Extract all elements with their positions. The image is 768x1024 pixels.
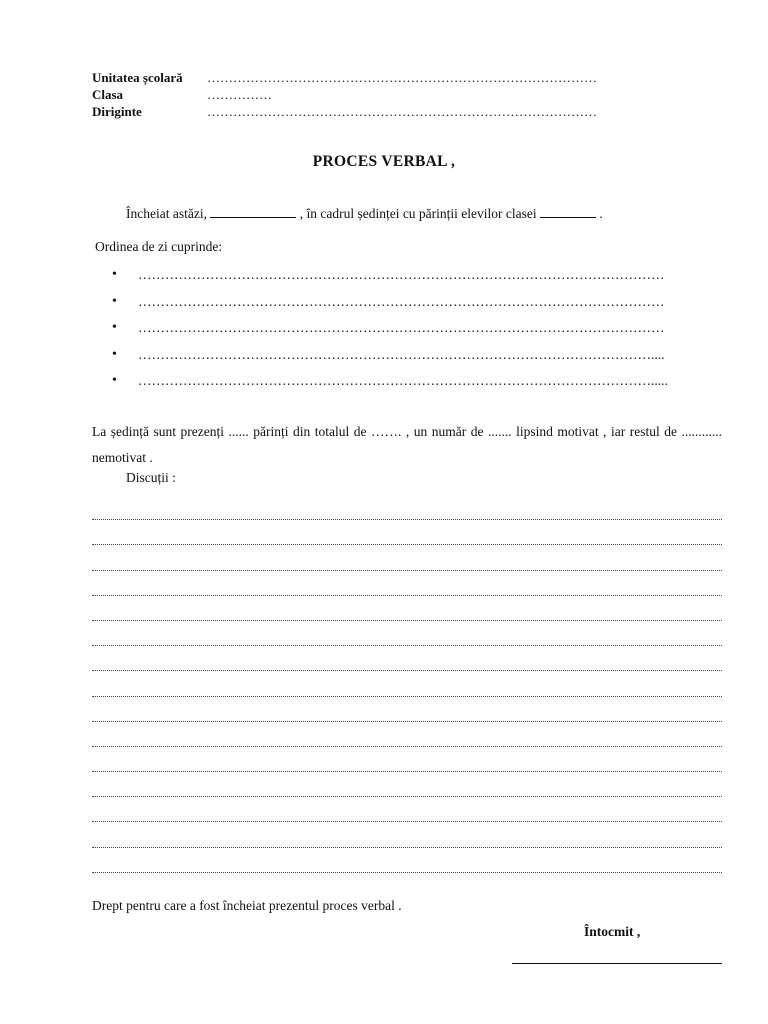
intro-text-2: , în cadrul ședinței cu părinții elevilor clasei	[296, 206, 541, 221]
intro-text-3: .	[596, 206, 603, 221]
agenda-item	[92, 289, 722, 316]
discussion-line	[92, 697, 722, 722]
agenda-list	[92, 262, 722, 395]
discussion-line	[92, 747, 722, 772]
agenda-item-text: …………………………………………………………………………………………………….....	[138, 373, 668, 388]
discussion-line	[92, 520, 722, 545]
signature-line	[512, 963, 722, 964]
bullet-icon: •	[112, 293, 117, 309]
discussion-line	[92, 822, 722, 847]
signed-by-label: Întocmit ,	[584, 924, 641, 939]
discussion-line	[92, 571, 722, 596]
bullet-icon: •	[112, 320, 117, 335]
teacher-value: ………………………………………………………………………………	[207, 104, 597, 119]
document-title: PROCES VERBAL ,	[312, 153, 456, 170]
discussion-line	[92, 722, 722, 747]
date-blank	[210, 205, 296, 218]
agenda-title: Ordinea de zi cuprinde:	[95, 239, 223, 254]
discussion-line	[92, 495, 722, 520]
teacher-label: Diriginte	[92, 104, 142, 119]
teacher-row	[92, 103, 597, 120]
discussion-lines	[92, 495, 722, 873]
agenda-item-text: ……………………………………………………………………………………………………....	[138, 346, 665, 362]
school-row	[92, 69, 597, 86]
intro-text-1: Încheiat astăzi,	[126, 206, 211, 221]
discussion-line	[92, 545, 722, 570]
agenda-item-text: ………………………………………………………………………………………………………	[138, 320, 665, 335]
intro-line	[126, 205, 603, 222]
discussion-line	[92, 848, 722, 873]
bullet-icon: •	[112, 346, 117, 362]
discussion-line	[92, 671, 722, 696]
discussion-line	[92, 596, 722, 621]
class-blank	[540, 205, 596, 218]
bullet-icon: •	[112, 267, 117, 282]
discussion-line	[92, 797, 722, 822]
attendance-paragraph: La ședință sunt prezenți ...... părinți din totalul de ……. , un număr de ....... lipsind motivat , iar restul de ............ nemotivat .	[92, 424, 722, 465]
discussion-line	[92, 621, 722, 646]
agenda-item	[92, 262, 722, 289]
agenda-item	[92, 315, 722, 342]
school-label: Unitatea școlară	[92, 70, 183, 85]
class-value: ……………	[207, 87, 272, 102]
agenda-item-text: ………………………………………………………………………………………………………	[138, 293, 665, 309]
closing-text: Drept pentru care a fost încheiat prezentul proces verbal .	[92, 898, 402, 913]
discussion-line	[92, 646, 722, 671]
class-label: Clasa	[92, 87, 124, 102]
discussions-title: Discuții :	[126, 470, 176, 485]
discussion-line	[92, 772, 722, 797]
agenda-item	[92, 342, 722, 369]
school-value: ………………………………………………………………………………	[207, 70, 597, 85]
class-row	[92, 86, 272, 103]
agenda-item-text: ………………………………………………………………………………………………………	[138, 267, 665, 282]
bullet-icon: •	[112, 373, 117, 388]
agenda-item	[92, 368, 722, 395]
